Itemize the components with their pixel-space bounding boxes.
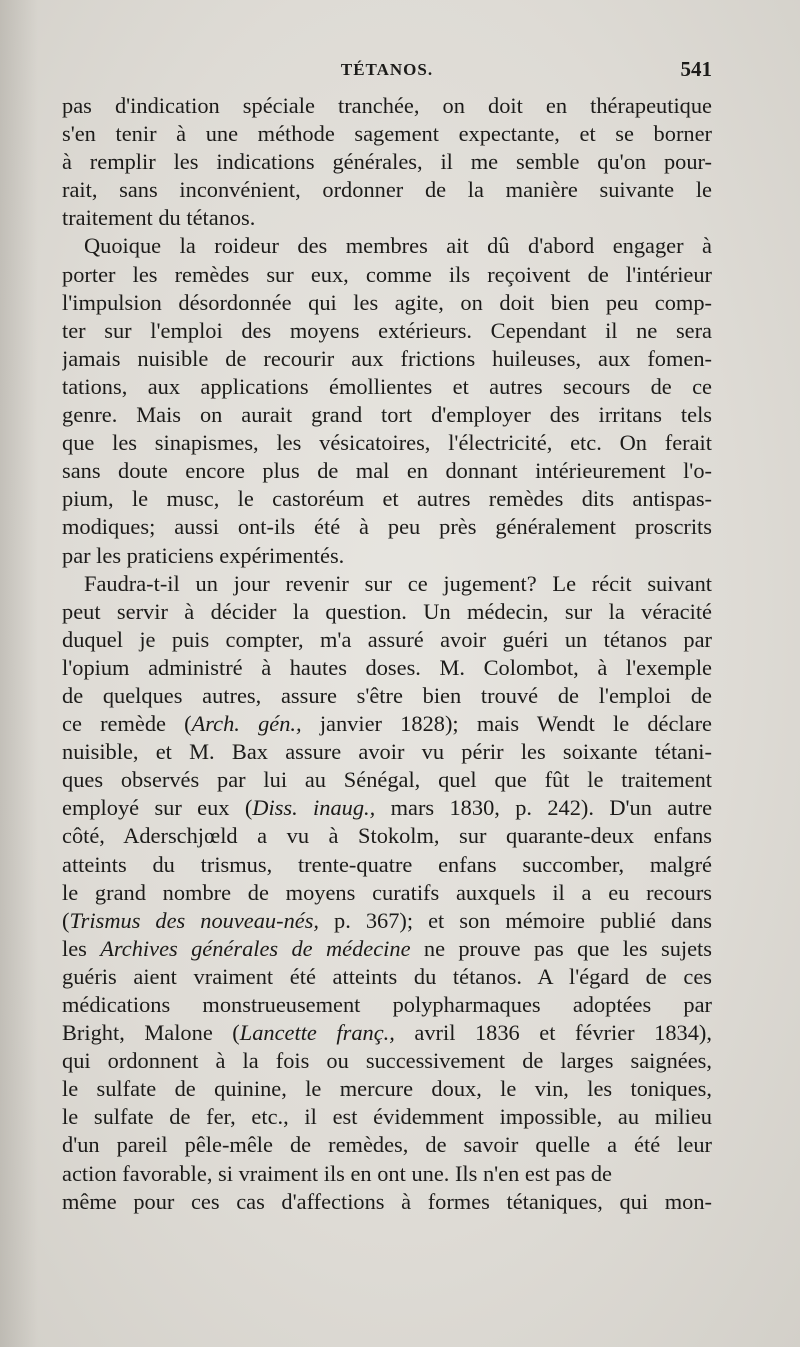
text-line: ques observés par lui au Sénégal, quel que fût le traitement: [62, 767, 712, 793]
text-line: genre. Mais on aurait grand tort d'employer des irritans tels: [62, 402, 712, 428]
text-line: rait, sans inconvénient, ordonner de la manière suivante le: [62, 177, 712, 203]
text-line: à remplir les indications générales, il me semble qu'on pour-: [62, 149, 712, 175]
text-line: jamais nuisible de recourir aux frictions huileuses, aux fomen-: [62, 345, 712, 371]
text-segment: janvier 1828); mais Wendt le déclare: [301, 711, 712, 737]
text-line: duquel je puis compter, m'a assuré avoir guéri un tétanos par: [62, 626, 712, 652]
text-segment: p. 367); et son mémoire publié dans: [319, 907, 712, 933]
text-line: de quelques autres, assure s'être bien trouvé de l'emploi de: [62, 682, 712, 708]
italic-citation: Arch. gén.,: [191, 711, 302, 737]
text-segment: mars 1830, p. 242). D'un autre: [375, 795, 712, 821]
text-line: guéris aient vraiment été atteints du tétanos. A l'égard de ces: [62, 963, 712, 989]
italic-citation: Diss. inaug.,: [252, 795, 376, 821]
text-line: nuisible, et M. Bax assure avoir vu périr les soixante tétani-: [62, 739, 712, 765]
text-line: l'opium administré à hautes doses. M. Colombot, à l'exemple: [62, 654, 712, 680]
text-line: s'en tenir à une méthode sagement expectante, et se borner: [62, 121, 712, 147]
text-segment: Bright, Malone (: [62, 1020, 240, 1046]
text-line: sans doute encore plus de mal en donnant intérieurement l'o-: [62, 458, 712, 484]
text-line: d'un pareil pêle-mêle de remèdes, de savoir quelle a été leur: [62, 1132, 712, 1158]
body-text: [62, 92, 712, 1216]
italic-citation: Archives générales de médecine: [100, 935, 411, 961]
text-line: ter sur l'emploi des moyens extérieurs. Cependant il ne sera: [62, 317, 712, 343]
text-segment: employé sur eux (: [62, 795, 253, 821]
text-segment: avril 1836 et février 1834),: [394, 1020, 712, 1046]
text-line: le grand nombre de moyens curatifs auxquels il a eu recours: [62, 879, 712, 905]
text-line: par les praticiens expérimentés.: [62, 542, 345, 568]
text-segment: (: [62, 907, 70, 933]
text-line: [62, 935, 712, 963]
text-line: [62, 710, 712, 738]
text-line: que les sinapismes, les vésicatoires, l'électricité, etc. On ferait: [62, 430, 712, 456]
text-line: [62, 794, 712, 822]
text-line: action favorable, si vraiment ils en ont une. Ils n'en est pas de: [62, 1160, 612, 1186]
text-line: le sulfate de fer, etc., il est évidemment impossible, au milieu: [62, 1104, 712, 1130]
text-line: qui ordonnent à la fois ou successivement de larges saignées,: [62, 1048, 712, 1074]
text-line: modiques; aussi ont-ils été à peu près généralement proscrits: [62, 514, 712, 540]
text-line: peut servir à décider la question. Un médecin, sur la véracité: [62, 598, 712, 624]
page-header: [62, 57, 712, 86]
text-line: traitement du tétanos.: [62, 205, 256, 231]
text-line: Quoique la roideur des membres ait dû d'abord engager à: [84, 233, 712, 259]
text-line: le sulfate de quinine, le mercure doux, le vin, les toniques,: [62, 1076, 712, 1102]
text-line: [62, 907, 712, 935]
text-line: l'impulsion désordonnée qui les agite, on doit bien peu comp-: [62, 289, 712, 315]
text-line: médications monstrueusement polypharmaques adoptées par: [62, 992, 712, 1017]
text-segment: les: [62, 935, 101, 961]
text-line: porter les remèdes sur eux, comme ils reçoivent de l'intérieur: [62, 261, 712, 287]
text-line: Faudra-t-il un jour revenir sur ce jugement? Le récit suivant: [84, 570, 712, 596]
text-line: [62, 1019, 712, 1047]
text-segment: ne prouve pas que les sujets: [410, 935, 712, 961]
text-line: tations, aux applications émollientes et autres secours de ce: [62, 373, 712, 399]
text-line: pium, le musc, le castoréum et autres remèdes dits antispas-: [62, 486, 712, 512]
running-title: TÉTANOS.: [340, 60, 434, 79]
italic-citation: Trismus des nouveau-nés,: [69, 907, 320, 933]
text-line: pas d'indication spéciale tranchée, on doit en thérapeutique: [62, 93, 712, 118]
page-number: 541: [680, 57, 712, 81]
italic-citation: Lancette franç.,: [239, 1020, 395, 1046]
text-segment: ce remède (: [62, 711, 192, 737]
text-line: même pour ces cas d'affections à formes tétaniques, qui mon-: [62, 1188, 712, 1214]
text-line: côté, Aderschjœld a vu à Stokolm, sur quarante-deux enfans: [62, 823, 712, 849]
text-line: atteints du trismus, trente-quatre enfans succomber, malgré: [62, 851, 712, 877]
